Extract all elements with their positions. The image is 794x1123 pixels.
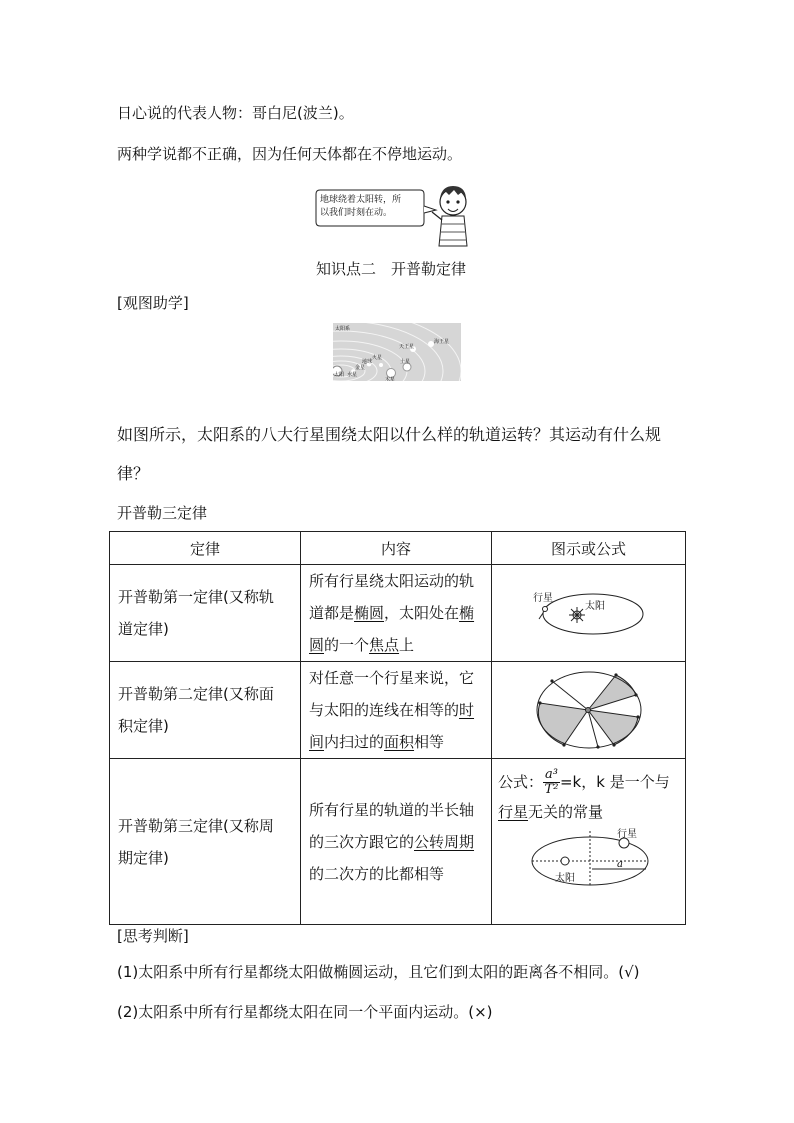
law-content (301, 759, 492, 925)
fig3-sun-label: 太阳 (554, 873, 575, 884)
table-row (110, 565, 686, 662)
header-figure: 图示或公式 (492, 532, 686, 565)
law-content (301, 565, 492, 662)
law-name-line: 开普勒第三定律(又称周 (118, 816, 274, 835)
solar-title-label: 太阳系 (335, 326, 351, 332)
content-line: 圆的一个焦点上 (309, 636, 415, 654)
speech-bubble-line-1: 地球绕着太阳转，所 (320, 195, 402, 205)
content-line: 间内扫过的面积相等 (309, 733, 445, 751)
label-mars: 火星 (372, 355, 383, 361)
fig3-planet-label: 行星 (616, 829, 637, 840)
intro-line-1: 日心说的代表人物：哥白尼(波兰)。 (117, 104, 354, 122)
equal-area-figure (492, 662, 686, 759)
table-row (110, 759, 686, 925)
header-law: 定律 (110, 532, 301, 565)
table-header-row (110, 532, 686, 565)
label-sun: 太阳 (334, 372, 345, 378)
label-earth: 地球 (362, 359, 373, 365)
content-line: 所有行星绕太阳运动的轨 (309, 572, 475, 590)
law-name-line: 开普勒第一定律(又称轨 (118, 588, 274, 606)
observe-label: [观图助学] (117, 294, 189, 312)
law-name (110, 565, 301, 662)
ellipse-orbit-figure (492, 565, 686, 662)
label-neptune: 海王星 (434, 339, 450, 345)
law-content (301, 662, 492, 759)
content-line: 道都是椭圆，太阳处在椭 (309, 604, 475, 622)
kepler-laws-table (109, 531, 686, 925)
semi-major-axis-figure (498, 827, 681, 893)
formula-fraction: $\frac{\text{a³}}{\text{T²}}$ (544, 767, 559, 797)
formula-cell (492, 759, 686, 925)
table-title: 开普勒三定律 (117, 504, 208, 522)
intro-line-2: 两种学说都不正确，因为任何天体都在不停地运动。 (117, 145, 463, 163)
question-line-1: 如图所示，太阳系的八大行星围绕太阳以什么样的轨道运转？其运动有什么规 (117, 425, 662, 444)
label-jupiter: 木星 (385, 377, 396, 381)
content-line: 与太阳的连线在相等的时 (309, 701, 475, 719)
question-line-2: 律？ (117, 464, 150, 483)
think-label: [思考判断] (117, 927, 189, 945)
formula-line: 公式： $\frac{\text{a³}}{\text{T²}}$ =k，k 是一个与 (498, 767, 670, 797)
label-uranus: 天王星 (399, 344, 415, 350)
fig3-a-label: a (616, 859, 623, 870)
fig1-planet-label: 行星 (532, 593, 553, 604)
law-name (110, 759, 301, 925)
cartoon-illustration (312, 180, 482, 248)
judgement-2: (2)太阳系中所有行星都绕太阳在同一个平面内运动。(×) (117, 1003, 493, 1021)
solar-system-figure (333, 323, 461, 381)
formula-line-2: 行星无关的常量 (498, 803, 604, 821)
fig1-sun-label: 太阳 (584, 601, 605, 612)
content-line: 所有行星的轨道的半长轴 (309, 800, 475, 819)
content-line: 对任意一个行星来说，它 (309, 669, 475, 687)
law-name-line: 积定律) (118, 717, 169, 735)
label-saturn: 土星 (400, 359, 411, 365)
law-name-line: 开普勒第二定律(又称面 (118, 685, 274, 703)
header-content: 内容 (301, 532, 492, 565)
content-line: 的三次方跟它的公转周期 (309, 832, 475, 851)
law-name-line: 期定律) (118, 848, 169, 867)
content-line: 的二次方的比都相等 (309, 864, 445, 883)
section-title: 知识点二 开普勒定律 (316, 260, 467, 278)
table-row (110, 662, 686, 759)
law-name (110, 662, 301, 759)
law-name-line: 道定律) (118, 620, 169, 638)
speech-bubble-line-2: 以我们时刻在动。 (320, 208, 393, 218)
judgement-1: (1)太阳系中所有行星都绕太阳做椭圆运动，且它们到太阳的距离各不相同。(√) (117, 963, 640, 981)
label-venus: 金星 (355, 365, 366, 371)
label-mercury: 水星 (347, 372, 358, 378)
